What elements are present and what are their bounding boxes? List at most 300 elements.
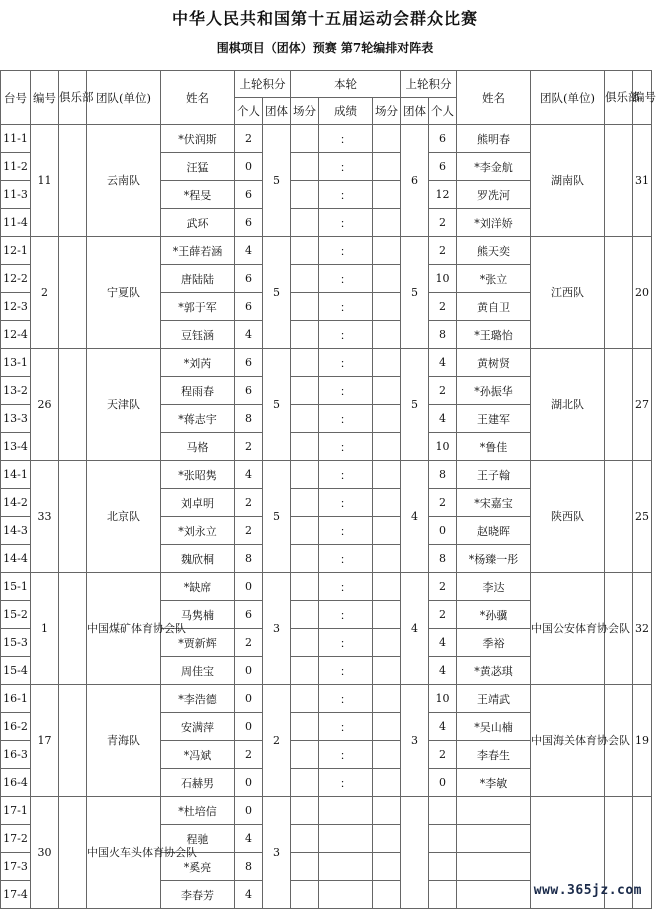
right-personal-score: 2 [429,209,457,237]
right-team-number: 27 [633,349,652,461]
left-player-name: 武环 [161,209,235,237]
right-field-points [373,629,401,657]
board-number: 12-2 [1,265,31,293]
table-row [1,237,652,265]
header-left-num: 编号 [31,71,59,125]
right-player-name: 黄自卫 [457,293,531,321]
right-field-points [373,461,401,489]
left-personal-score: 4 [235,881,263,909]
left-field-points [291,517,319,545]
right-player-name: 季裕 [457,629,531,657]
board-number: 13-2 [1,377,31,405]
right-club [605,125,633,237]
left-team-score: 3 [263,573,291,685]
left-personal-score: 4 [235,237,263,265]
right-personal-score: 2 [429,237,457,265]
left-personal-score: 2 [235,629,263,657]
board-number: 15-1 [1,573,31,601]
right-player-name: *孙振华 [457,377,531,405]
left-personal-score: 8 [235,853,263,881]
left-player-name: *刘芮 [161,349,235,377]
page-title: 中华人民共和国第十五届运动会群众比赛 [171,9,478,28]
left-personal-score: 2 [235,741,263,769]
left-player-name: 石赫男 [161,769,235,797]
left-field-points [291,713,319,741]
table-row [1,125,652,153]
right-field-points [373,825,401,853]
left-player-name: 刘卓明 [161,489,235,517]
right-field-points [373,545,401,573]
right-team-name: 湖北队 [531,349,605,461]
right-personal-score: 0 [429,517,457,545]
left-team-number: 1 [31,573,59,685]
left-team-name: 青海队 [87,685,161,797]
right-personal-score [429,881,457,909]
board-number: 14-2 [1,489,31,517]
left-personal-score: 2 [235,125,263,153]
result: ： [319,713,373,741]
right-personal-score: 4 [429,349,457,377]
left-field-points [291,461,319,489]
left-field-points [291,489,319,517]
left-player-name: 程雨春 [161,377,235,405]
left-field-points [291,825,319,853]
left-personal-score: 4 [235,461,263,489]
right-team-score: 5 [401,237,429,349]
left-team-number: 30 [31,797,59,909]
left-personal-score: 0 [235,713,263,741]
header-left-field-pts: 场分 [291,98,319,125]
left-field-points [291,741,319,769]
board-number: 11-2 [1,153,31,181]
right-field-points [373,405,401,433]
left-player-name: 魏欣桐 [161,545,235,573]
left-club [59,573,87,685]
right-personal-score: 4 [429,713,457,741]
header-right-team-score: 团体 [401,98,429,125]
right-personal-score: 0 [429,769,457,797]
right-personal-score: 2 [429,601,457,629]
left-personal-score: 6 [235,293,263,321]
watermark: www.365jz.com [533,883,642,898]
header-left-name: 姓名 [161,71,235,125]
board-number: 13-4 [1,433,31,461]
header-this-round: 本轮 [291,71,401,98]
left-personal-score: 8 [235,405,263,433]
left-club [59,349,87,461]
left-field-points [291,293,319,321]
result: ： [319,601,373,629]
right-field-points [373,321,401,349]
right-player-name: *吴山楠 [457,713,531,741]
right-personal-score: 2 [429,293,457,321]
result: ： [319,657,373,685]
right-player-name: 王子翰 [457,461,531,489]
left-team-number: 11 [31,125,59,237]
right-field-points [373,881,401,909]
right-field-points [373,377,401,405]
right-player-name [457,881,531,909]
right-personal-score: 4 [429,629,457,657]
left-team-number: 17 [31,685,59,797]
header-right-team: 团队(单位) [531,71,605,125]
left-personal-score: 6 [235,377,263,405]
result: ： [319,293,373,321]
left-player-name: 豆钰涵 [161,321,235,349]
header-right-name: 姓名 [457,71,531,125]
right-personal-score: 12 [429,181,457,209]
left-field-points [291,685,319,713]
right-field-points [373,209,401,237]
left-team-score: 3 [263,797,291,909]
right-team-number: 25 [633,461,652,573]
table-body [1,125,652,909]
left-team-number: 33 [31,461,59,573]
right-player-name: *刘洋娇 [457,209,531,237]
result [319,881,373,909]
board-number: 16-1 [1,685,31,713]
right-player-name: *李敏 [457,769,531,797]
result: ： [319,237,373,265]
board-number: 13-3 [1,405,31,433]
left-field-points [291,153,319,181]
board-number: 16-4 [1,769,31,797]
left-player-name: *冯斌 [161,741,235,769]
right-field-points [373,685,401,713]
result: ： [319,265,373,293]
right-team-score [401,797,429,909]
left-field-points [291,433,319,461]
left-personal-score: 6 [235,181,263,209]
result: ： [319,545,373,573]
right-team-score: 5 [401,349,429,461]
result: ： [319,153,373,181]
board-number: 14-4 [1,545,31,573]
board-number: 12-4 [1,321,31,349]
left-field-points [291,237,319,265]
left-field-points [291,881,319,909]
right-field-points [373,517,401,545]
right-team-name: 中国海关体育协会队 [531,685,605,797]
right-team-name: 中国公安体育协会队 [531,573,605,685]
right-player-name: *鲁佳 [457,433,531,461]
result [319,825,373,853]
result [319,853,373,881]
result: ： [319,461,373,489]
header-left-club: 俱乐部 [59,71,87,125]
left-personal-score: 4 [235,321,263,349]
right-player-name: 熊明春 [457,125,531,153]
right-player-name: *李金航 [457,153,531,181]
left-personal-score: 2 [235,517,263,545]
left-player-name: 汪猛 [161,153,235,181]
left-player-name: *蒋志宇 [161,405,235,433]
right-personal-score: 2 [429,377,457,405]
left-team-score: 5 [263,461,291,573]
result: ： [319,181,373,209]
result: ： [319,685,373,713]
left-team-score: 5 [263,349,291,461]
right-personal-score: 8 [429,461,457,489]
right-team-name: 湖南队 [531,125,605,237]
right-field-points [373,349,401,377]
right-player-name: 熊天奕 [457,237,531,265]
board-number: 11-3 [1,181,31,209]
right-club [605,461,633,573]
header-left-personal: 个人 [235,98,263,125]
board-number: 17-2 [1,825,31,853]
left-player-name: 马格 [161,433,235,461]
right-player-name: 黄树贤 [457,349,531,377]
right-club [605,349,633,461]
left-field-points [291,629,319,657]
right-personal-score: 2 [429,489,457,517]
right-personal-score: 6 [429,153,457,181]
board-number: 17-3 [1,853,31,881]
right-field-points [373,181,401,209]
left-player-name: *缺席 [161,573,235,601]
left-club [59,685,87,797]
header-right-num: 编号 [633,71,652,125]
right-team-score: 3 [401,685,429,797]
left-team-name: 中国火车头体育协会队 [87,797,161,909]
left-field-points [291,545,319,573]
result: ： [319,629,373,657]
header-left-team: 团队(单位) [87,71,161,125]
right-player-name: *杨臻一彤 [457,545,531,573]
left-player-name: *伏润斯 [161,125,235,153]
right-personal-score: 6 [429,125,457,153]
result: ： [319,321,373,349]
left-team-score: 5 [263,125,291,237]
right-team-score: 4 [401,573,429,685]
right-personal-score: 10 [429,685,457,713]
right-player-name: *王璐怡 [457,321,531,349]
left-team-score: 5 [263,237,291,349]
table-row [1,573,652,601]
header-right-club: 俱乐部 [605,71,633,125]
left-field-points [291,601,319,629]
right-player-name: 李达 [457,573,531,601]
left-personal-score: 0 [235,797,263,825]
board-number: 11-4 [1,209,31,237]
right-player-name: *孙骥 [457,601,531,629]
left-player-name: *王薛若涵 [161,237,235,265]
right-personal-score [429,853,457,881]
right-field-points [373,713,401,741]
right-field-points [373,853,401,881]
right-personal-score [429,797,457,825]
board-number: 11-1 [1,125,31,153]
right-field-points [373,797,401,825]
right-player-name [457,825,531,853]
board-number: 15-2 [1,601,31,629]
left-personal-score: 6 [235,349,263,377]
right-player-name [457,853,531,881]
left-player-name: 马隽楠 [161,601,235,629]
left-field-points [291,573,319,601]
right-personal-score: 8 [429,321,457,349]
left-field-points [291,797,319,825]
right-personal-score: 2 [429,741,457,769]
left-personal-score: 6 [235,265,263,293]
board-number: 16-2 [1,713,31,741]
result: ： [319,489,373,517]
right-field-points [373,657,401,685]
left-team-name: 宁夏队 [87,237,161,349]
right-field-points [373,433,401,461]
left-club [59,797,87,909]
left-player-name: *奚亮 [161,853,235,881]
right-field-points [373,125,401,153]
right-player-name: 赵晓晖 [457,517,531,545]
header-board: 台号 [1,71,31,125]
right-personal-score: 8 [429,545,457,573]
right-field-points [373,601,401,629]
right-player-name: 王建军 [457,405,531,433]
left-field-points [291,265,319,293]
right-field-points [373,489,401,517]
result: ： [319,377,373,405]
right-field-points [373,265,401,293]
board-number: 14-3 [1,517,31,545]
left-personal-score: 2 [235,433,263,461]
right-personal-score: 10 [429,265,457,293]
table-row [1,797,652,825]
left-personal-score: 0 [235,769,263,797]
table-row [1,461,652,489]
left-personal-score: 2 [235,489,263,517]
table-row [1,685,652,713]
right-player-name [457,797,531,825]
result: ： [319,125,373,153]
board-number: 17-4 [1,881,31,909]
left-player-name: 周佳宝 [161,657,235,685]
left-team-name: 云南队 [87,125,161,237]
left-field-points [291,321,319,349]
right-team-number: 20 [633,237,652,349]
header-result: 成绩 [319,98,373,125]
right-team-score: 6 [401,125,429,237]
right-player-name: 李春生 [457,741,531,769]
right-team-number: 19 [633,685,652,797]
right-personal-score [429,825,457,853]
left-field-points [291,377,319,405]
right-personal-score: 4 [429,657,457,685]
pairing-table [0,70,656,909]
left-player-name: 李春芳 [161,881,235,909]
result: ： [319,349,373,377]
left-team-score: 2 [263,685,291,797]
board-number: 12-1 [1,237,31,265]
result: ： [319,433,373,461]
header-left-prev-score: 上轮积分 [235,71,291,98]
left-personal-score: 0 [235,573,263,601]
board-number: 15-3 [1,629,31,657]
left-player-name: 安满萍 [161,713,235,741]
right-player-name: 王靖武 [457,685,531,713]
left-team-name: 中国煤矿体育协会队 [87,573,161,685]
left-field-points [291,181,319,209]
left-player-name: 唐陆陆 [161,265,235,293]
right-field-points [373,153,401,181]
left-personal-score: 0 [235,153,263,181]
page-subtitle: 围棋项目（团体）预赛 第7轮编排对阵表 [216,41,434,55]
left-player-name: *贾新辉 [161,629,235,657]
left-field-points [291,769,319,797]
left-personal-score: 4 [235,825,263,853]
right-team-number: 31 [633,125,652,237]
right-team-name: 陕西队 [531,461,605,573]
right-player-name: *黄苾琪 [457,657,531,685]
right-field-points [373,237,401,265]
left-field-points [291,405,319,433]
left-team-number: 2 [31,237,59,349]
header-left-team-score: 团体 [263,98,291,125]
left-field-points [291,125,319,153]
right-personal-score: 4 [429,405,457,433]
result: ： [319,517,373,545]
left-field-points [291,853,319,881]
left-player-name: *程旻 [161,181,235,209]
table-row [1,349,652,377]
right-club [605,237,633,349]
result: ： [319,769,373,797]
header-right-prev-score: 上轮积分 [401,71,457,98]
right-team-number: 32 [633,573,652,685]
left-field-points [291,349,319,377]
result: ： [319,741,373,769]
right-team-name: 江西队 [531,237,605,349]
board-number: 12-3 [1,293,31,321]
left-player-name: *李浩德 [161,685,235,713]
left-team-number: 26 [31,349,59,461]
left-player-name: *张昭隽 [161,461,235,489]
left-player-name: *郭于军 [161,293,235,321]
right-field-points [373,741,401,769]
board-number: 16-3 [1,741,31,769]
left-club [59,461,87,573]
header-right-field-pts: 场分 [373,98,401,125]
right-player-name: *宋嘉宝 [457,489,531,517]
left-personal-score: 6 [235,209,263,237]
board-number: 17-1 [1,797,31,825]
left-team-name: 天津队 [87,349,161,461]
right-team-score: 4 [401,461,429,573]
left-club [59,237,87,349]
left-personal-score: 0 [235,685,263,713]
right-personal-score: 10 [429,433,457,461]
left-personal-score: 0 [235,657,263,685]
result: ： [319,405,373,433]
result: ： [319,573,373,601]
result: ： [319,209,373,237]
board-number: 15-4 [1,657,31,685]
result [319,797,373,825]
right-player-name: 罗冼河 [457,181,531,209]
right-field-points [373,573,401,601]
board-number: 14-1 [1,461,31,489]
left-field-points [291,209,319,237]
left-player-name: *刘永立 [161,517,235,545]
left-player-name: 程驰 [161,825,235,853]
right-personal-score: 2 [429,573,457,601]
left-player-name: *杜培信 [161,797,235,825]
left-club [59,125,87,237]
left-personal-score: 8 [235,545,263,573]
board-number: 13-1 [1,349,31,377]
header-right-personal: 个人 [429,98,457,125]
